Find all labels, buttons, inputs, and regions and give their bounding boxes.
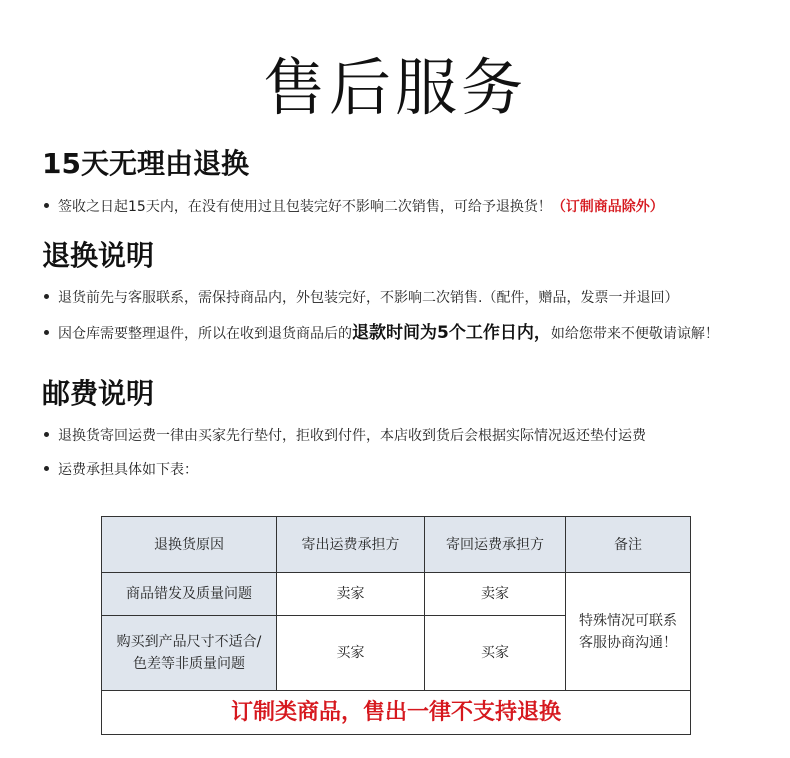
bullet-text: 签收之日起15天内，在没有使用过且包装完好不影响二次销售，可给予退换货！	[58, 199, 552, 215]
table-cell-return: 卖家	[425, 573, 566, 616]
bullet-dot	[44, 203, 49, 208]
table-header-cell: 寄出运费承担方	[277, 517, 425, 573]
note-line: 客服协商沟通！	[579, 634, 677, 651]
table-header-row	[102, 517, 691, 573]
table-cell-reason	[102, 616, 277, 691]
custom-goods-no-return-notice: 订制类商品，售出一律不支持退换	[102, 691, 691, 735]
table-footer-row	[102, 691, 691, 735]
page-title: 售后服务	[262, 51, 527, 124]
bullet-text: 退换货寄回运费一律由买家先行垫付，拒收到付件，本店收到货后会根据实际情况返还垫付运费	[58, 428, 646, 444]
table-header-cell: 退换货原因	[102, 517, 277, 573]
bullet-text: 因仓库需要整理退件，所以在收到退货商品后的	[58, 326, 352, 342]
table-cell-send: 买家	[277, 616, 425, 691]
reason-line: 色差等非质量问题	[133, 656, 245, 672]
bullet-text: 退货前先与客服联系，需保持商品内，外包装完好，不影响二次销售.（配件，赠品，发票一并退回）	[58, 290, 679, 306]
list-item	[44, 287, 678, 307]
bullet-dot	[44, 294, 49, 299]
reason-line: 购买到产品尺寸不适合/	[116, 634, 262, 650]
bullet-dot	[44, 432, 49, 437]
note-line: 特殊情况可联系	[579, 612, 677, 629]
table-cell-send: 卖家	[277, 573, 425, 616]
table-cell-note	[566, 573, 691, 691]
table-cell-reason: 商品错发及质量问题	[102, 573, 277, 616]
table-row	[102, 573, 691, 616]
bullet-text: 如给您带来不便敬请谅解！	[550, 326, 719, 342]
list-item	[44, 196, 664, 216]
section-heading-postage-notes: 邮费说明	[42, 377, 155, 410]
postage-table	[101, 516, 691, 735]
list-item	[44, 459, 198, 479]
section-heading-exchange-notes: 退换说明	[42, 239, 155, 272]
bullet-text: 运费承担具体如下表：	[58, 462, 198, 478]
bullet-dot	[44, 330, 49, 335]
list-item	[44, 425, 646, 445]
table-header-cell: 备注	[566, 517, 691, 573]
table-cell-return: 买家	[425, 616, 566, 691]
table-header-cell: 寄回运费承担方	[425, 517, 566, 573]
refund-time-emphasis: 退款时间为5个工作日内，	[352, 323, 551, 343]
bullet-dot	[44, 466, 49, 471]
custom-exclusion-note: （订制商品除外）	[551, 199, 664, 215]
section-heading-15day-return: 15天无理由退换	[42, 147, 249, 180]
list-item	[44, 318, 719, 343]
